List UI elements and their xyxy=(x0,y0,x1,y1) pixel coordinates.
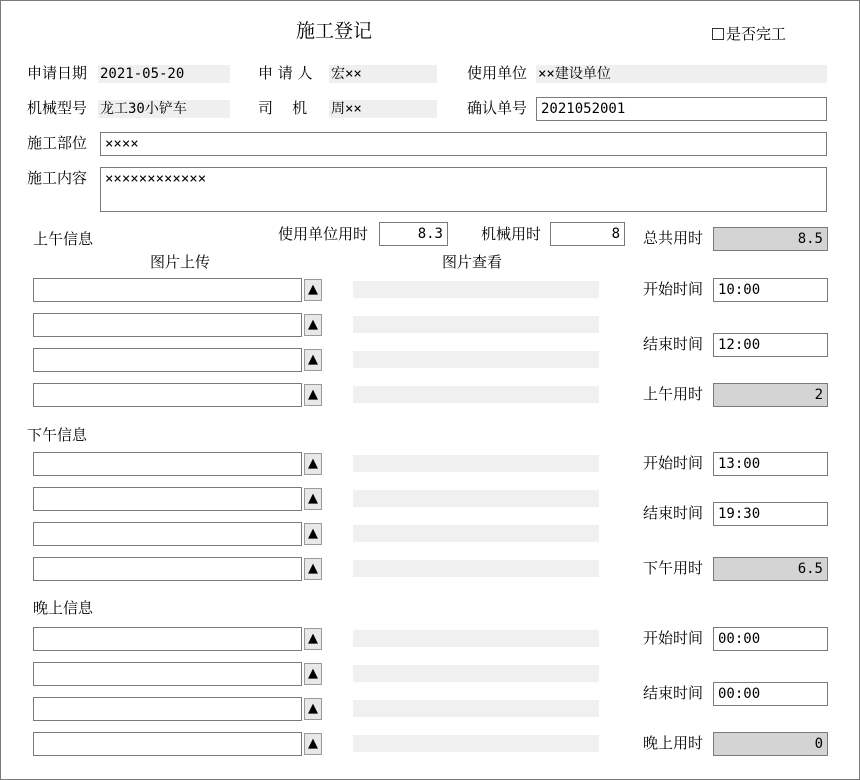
upload-arrow-icon[interactable]: ▲ xyxy=(304,698,322,720)
completed-label: 是否完工 xyxy=(726,25,787,43)
apply-date-value: 2021-05-20 xyxy=(98,65,230,83)
upload-arrow-icon[interactable]: ▲ xyxy=(304,384,322,406)
upload-input[interactable] xyxy=(33,487,302,511)
unit-hours-input[interactable]: 8.3 xyxy=(379,222,448,246)
machine-hours-label: 机械用时 xyxy=(481,225,542,243)
completed-checkbox-group[interactable] xyxy=(712,24,786,44)
morning-used-value: 2 xyxy=(713,383,828,407)
driver-label: 司 机 xyxy=(258,99,308,117)
upload-input[interactable] xyxy=(33,557,302,581)
image-preview xyxy=(353,455,599,472)
image-preview xyxy=(353,351,599,368)
upload-arrow-icon[interactable]: ▲ xyxy=(304,349,322,371)
image-preview xyxy=(353,700,599,717)
image-preview xyxy=(353,386,599,403)
applicant-label: 申 请 人 xyxy=(258,64,313,82)
upload-input[interactable] xyxy=(33,383,302,407)
content-textarea[interactable]: ×××××××××××× xyxy=(100,167,827,212)
machine-label: 机械型号 xyxy=(27,99,88,117)
machine-value: 龙工30小铲车 xyxy=(98,100,230,118)
upload-arrow-icon[interactable]: ▲ xyxy=(304,314,322,336)
upload-arrow-icon[interactable]: ▲ xyxy=(304,523,322,545)
image-preview xyxy=(353,525,599,542)
morning-start-input[interactable]: 10:00 xyxy=(713,278,828,302)
unit-hours-label: 使用单位用时 xyxy=(278,225,369,243)
view-column-header: 图片查看 xyxy=(442,253,503,271)
image-preview xyxy=(353,560,599,577)
applicant-value: 宏×× xyxy=(329,65,437,83)
afternoon-section-label: 下午信息 xyxy=(27,426,88,444)
upload-arrow-icon[interactable]: ▲ xyxy=(304,628,322,650)
total-hours-label: 总共用时 xyxy=(643,229,704,247)
upload-arrow-icon[interactable]: ▲ xyxy=(304,279,322,301)
afternoon-used-label: 下午用时 xyxy=(643,559,704,577)
afternoon-start-label: 开始时间 xyxy=(643,454,704,472)
confirm-number-input[interactable]: 2021052001 xyxy=(536,97,827,121)
upload-input[interactable] xyxy=(33,697,302,721)
afternoon-end-input[interactable]: 19:30 xyxy=(713,502,828,526)
evening-end-label: 结束时间 xyxy=(643,684,704,702)
upload-input[interactable] xyxy=(33,348,302,372)
upload-input[interactable] xyxy=(33,627,302,651)
driver-value: 周×× xyxy=(329,100,437,118)
confirm-label: 确认单号 xyxy=(467,99,528,117)
evening-section-label: 晚上信息 xyxy=(33,599,94,617)
image-preview xyxy=(353,490,599,507)
morning-start-label: 开始时间 xyxy=(643,280,704,298)
evening-end-input[interactable]: 00:00 xyxy=(713,682,828,706)
upload-arrow-icon[interactable]: ▲ xyxy=(304,453,322,475)
location-input[interactable]: ×××× xyxy=(100,132,827,156)
total-hours-value: 8.5 xyxy=(713,227,828,251)
completed-checkbox[interactable] xyxy=(712,28,724,40)
evening-used-label: 晚上用时 xyxy=(643,734,704,752)
evening-used-value: 0 xyxy=(713,732,828,756)
content-label: 施工内容 xyxy=(27,169,88,187)
form-title: 施工登记 xyxy=(296,20,373,42)
upload-arrow-icon[interactable]: ▲ xyxy=(304,558,322,580)
morning-end-label: 结束时间 xyxy=(643,335,704,353)
unit-value: ××建设单位 xyxy=(536,65,827,83)
upload-arrow-icon[interactable]: ▲ xyxy=(304,488,322,510)
upload-input[interactable] xyxy=(33,278,302,302)
afternoon-used-value: 6.5 xyxy=(713,557,828,581)
image-preview xyxy=(353,735,599,752)
apply-date-label: 申请日期 xyxy=(27,64,88,82)
image-preview xyxy=(353,281,599,298)
image-preview xyxy=(353,630,599,647)
upload-column-header: 图片上传 xyxy=(150,253,211,271)
evening-start-label: 开始时间 xyxy=(643,629,704,647)
machine-hours-input[interactable]: 8 xyxy=(550,222,625,246)
upload-input[interactable] xyxy=(33,522,302,546)
upload-arrow-icon[interactable]: ▲ xyxy=(304,663,322,685)
upload-input[interactable] xyxy=(33,313,302,337)
upload-input[interactable] xyxy=(33,452,302,476)
evening-start-input[interactable]: 00:00 xyxy=(713,627,828,651)
afternoon-end-label: 结束时间 xyxy=(643,504,704,522)
upload-input[interactable] xyxy=(33,732,302,756)
upload-arrow-icon[interactable]: ▲ xyxy=(304,733,322,755)
unit-label: 使用单位 xyxy=(467,64,528,82)
morning-section-label: 上午信息 xyxy=(33,230,94,248)
afternoon-start-input[interactable]: 13:00 xyxy=(713,452,828,476)
image-preview xyxy=(353,665,599,682)
morning-used-label: 上午用时 xyxy=(643,385,704,403)
image-preview xyxy=(353,316,599,333)
morning-end-input[interactable]: 12:00 xyxy=(713,333,828,357)
upload-input[interactable] xyxy=(33,662,302,686)
location-label: 施工部位 xyxy=(27,134,88,152)
